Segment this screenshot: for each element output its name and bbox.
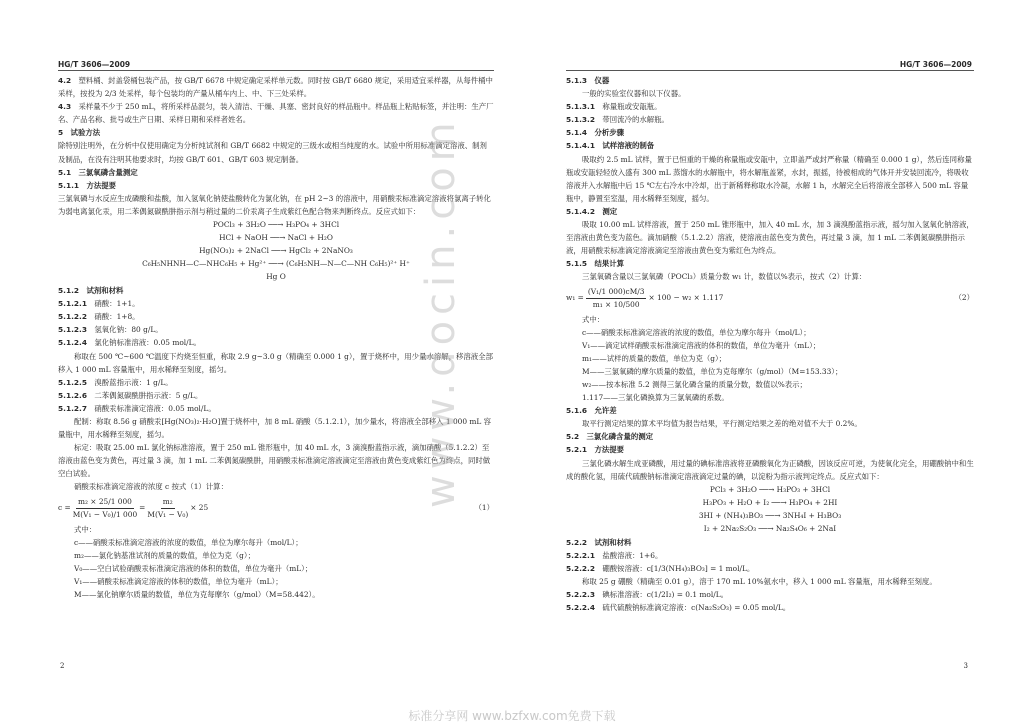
- variable-definition: V₁——滴定试样硝酸汞标准滴定溶液的体积的数值，单位为毫升（mL）；: [582, 340, 821, 350]
- section-number: 5.1.3.1: [566, 102, 603, 112]
- reaction-equation: I₂ + 2Na₂S₂O₃ ──→ Na₂S₄O₆ + 2NaI: [703, 523, 837, 533]
- section-number: 5.1.4: [566, 128, 595, 138]
- paragraph-text: 氯化钠标准溶液：0.05 mol/L。: [94, 338, 201, 348]
- section-number: 5.2: [566, 432, 587, 442]
- right-reactions: [566, 484, 974, 535]
- where-title-2: 式中：: [582, 314, 605, 324]
- paragraph: [566, 457, 974, 483]
- paragraph-text: 称取在 500 ℃~600 ℃温度下灼烧至恒重，称取 2.9 g~3.0 g（精确至 0.000 1 g），置于烧杯中，用少量水溶解，移溶液全部移入 1 000 mL 容量瓶中，用水稀释至刻度，摇匀。: [58, 351, 493, 374]
- right-header-rule: [566, 70, 974, 71]
- reaction-subscript: Hg O: [266, 272, 286, 282]
- paragraph-text: 碘标准溶液：c(1/2I₂) = 0.1 mol/L。: [602, 590, 729, 600]
- paragraph-text: 称量瓶或安瓿瓶。: [602, 102, 662, 112]
- paragraph-text: 方法提要: [86, 180, 117, 190]
- reaction-equation: PCl₃ + 3H₂O ──→ H₃PO₃ + 3HCl: [709, 484, 831, 494]
- section-number: 4.3: [58, 102, 79, 112]
- paragraph-text: 试样溶液的制备: [602, 141, 655, 151]
- left-header: HG/T 3606—2009: [58, 60, 131, 69]
- section-heading: [566, 126, 974, 139]
- paragraph: [566, 87, 974, 100]
- paragraph: [566, 549, 974, 562]
- variable-definition: V₁——硝酸汞标准滴定溶液的体积的数值，单位为毫升（mL）；: [74, 576, 283, 586]
- paragraph-text: 配制：称取 8.56 g 硝酸汞[Hg(NO₃)₂·H₂O]置于烧杯中，加 8 mL 硝酸（5.1.2.1），加少量水，将溶液全部移入 1 000 mL 容量瓶中，用水稀释至刻度，摇匀。: [58, 416, 492, 440]
- paragraph-text: 试验方法: [70, 128, 101, 138]
- section-number: 4.2: [58, 76, 79, 85]
- reaction-equation: C₆H₅NHNH—C—NHC₆H₅ + Hg²⁺ ──→ (C₆H₅NH—N—C—NH C₆H₅)²⁺ H⁺: [142, 259, 410, 269]
- paragraph-text: 硝酸汞标准滴定溶液的浓度 c 按式（1）计算：: [74, 482, 228, 492]
- left-header-rule: [58, 70, 494, 71]
- paragraph-text: 二苯偶氮碳酰肼指示液：5 g/L。: [94, 390, 203, 400]
- paragraph: [566, 562, 974, 575]
- paragraph-text: 吸取 10.00 mL 试样溶液，置于 250 mL 锥形瓶中，加入 40 mL 水，加 3 滴溴酚蓝指示液，摇匀加入氢氧化钠溶液，至溶液由黄色变为蓝色。滴加硝酸（5.1.2.2）溶液，使溶液由蓝色变为黄色，再过量 3 滴，加 1 mL 二苯偶氮碳酰肼指示液，用硝酸汞标准滴定溶液滴定至溶液由黄色变为紫红色为终点。: [566, 220, 974, 256]
- section-number: 5.2.1: [566, 445, 595, 455]
- paragraph: [566, 575, 974, 588]
- paragraph-text: 取平行测定结果的算术平均值为报告结果，平行测定结果之差的绝对值不大于 0.2%。: [582, 419, 862, 429]
- paragraph-text: 盐酸溶液：1+6。: [602, 550, 663, 560]
- where-title-1: 式中：: [74, 524, 97, 534]
- variable-definition: c——硝酸汞标准滴定溶液的浓度的数值，单位为摩尔每升（mol/L）；: [74, 537, 303, 547]
- paragraph-text: 硫代硫酸钠标准滴定溶液：c(Na₂S₂O₃) = 0.05 mol/L。: [602, 603, 791, 613]
- paragraph: [566, 588, 974, 601]
- right-page-number: 3: [963, 662, 968, 670]
- section-heading: [566, 74, 974, 87]
- paragraph-text: 硼酸铵溶液：c[1/3(NH₄)₃BO₃] = 1 mol/L。: [602, 563, 755, 573]
- variable-definition: M——氯化钠摩尔质量的数值，单位为克每摩尔（g/mol）（M=58.442）。: [74, 590, 320, 599]
- section-number: 5.2.2.1: [566, 550, 603, 560]
- section-number: 5: [58, 128, 71, 138]
- paragraph: [566, 153, 974, 205]
- paragraph-text: 硝酸汞标准滴定溶液：0.05 mol/L。: [94, 403, 216, 413]
- reaction-equation: POCl₃ + 3H₂O ──→ H₃PO₄ + 3HCl: [212, 220, 340, 230]
- paragraph-text: 吸取约 2.5 mL 试样，置于已恒重的干燥的称量瓶或安瓿中，立即盖严或封严称量（精确至 0.000 1 g），然后连同称量瓶或安瓿轻轻放入盛有 300 mL 蒸馏水的水解瓶中，将水解瓶盖紧，水封，振摇，待被相成的气体开并安装回流冷，将吸收溶液并入水解瓶中后 15 ℃左右冷水中冷却，出于新稀释称取水冷凝，水解 1 h，水解完全后将溶液全部移入 500 mL 容量瓶中，静置至室温，用水稀释至刻度，摇匀。: [566, 154, 972, 203]
- paragraph-text: 允许差: [594, 406, 617, 416]
- paragraph: [58, 74, 494, 100]
- paragraph-text: 三氯化磷水解生成亚磷酸，用过量的碘标准溶液将亚磷酸氧化为正磷酸，因该反应可逆，为使氧化完全，用硼酸钠中和生成的酸化氢，用硫代硫酸钠标准滴定溶液滴定过量的碘，以淀粉为指示液判定终点。反应式如下：: [566, 458, 974, 481]
- section-heading: [566, 536, 974, 549]
- left-page-number: 2: [60, 662, 65, 670]
- where-list-2: [566, 326, 974, 405]
- paragraph: [566, 417, 974, 430]
- reaction-equation: HCl + NaOH ──→ NaCl + H₂O: [219, 233, 333, 243]
- section-number: 5.1.2: [58, 286, 87, 296]
- paragraph: [566, 218, 974, 257]
- paragraph: [566, 270, 974, 283]
- variable-definition: c——硝酸汞标准滴定溶液的浓度的数值，单位为摩尔每升（mol/L）；: [582, 327, 811, 337]
- reaction-equation: 3HI + (NH₄)₃BO₃ ──→ 3NH₄I + H₃BO₃: [698, 510, 842, 520]
- section-number: 5.1.3.2: [566, 115, 603, 125]
- variable-definition: m₁——试样的质量的数值，单位为克（g）；: [582, 353, 727, 363]
- variable-definition: 1.117——三氯化磷换算为三氯氧磷的系数。: [582, 393, 729, 403]
- section-number: 5.2.2: [566, 537, 595, 547]
- section-heading: [566, 139, 974, 152]
- section-heading: [566, 443, 974, 456]
- section-number: 5.1.2.7: [58, 403, 95, 413]
- paragraph-text: 试剂和材料: [86, 286, 124, 296]
- section-number: 5.1.6: [566, 406, 595, 416]
- equation-1: c = $\frac{\text{m₂ × 25/1 000}}{\text{M(V₁ − V₀)/1 000}}$ = $\frac{\text{m₂}}{\text{M(V₁ − V₀)}}$ × 25 （1）: [58, 496, 494, 519]
- paragraph-text: 分析步骤: [594, 128, 625, 138]
- right-header: HG/T 3606—2009: [899, 60, 972, 69]
- section-number: 5.1.2.3: [58, 325, 95, 335]
- paragraph: [566, 601, 974, 614]
- paragraph-text: 标定：吸取 25.00 mL 氯化钠标准溶液，置于 250 mL 锥形瓶中，加 40 mL 水，3 滴溴酚蓝指示液，滴加硝酸（5.1.2.2）至溶液由蓝色变为黄色，再过量 3 滴，加 1 mL 二苯偶氮碳酰肼，用硝酸汞标准滴定溶液滴定至溶液由黄色变成紫红色为终点，同时做空白试验。: [58, 443, 491, 479]
- section-heading: [566, 404, 974, 417]
- paragraph-text: 结果计算: [594, 259, 625, 269]
- paragraph-text: 采样量不少于 250 mL，将所采样品混匀，装入清洁、干燥、具塞、密封良好的样品瓶中。样品瓶上粘贴标签，并注明：生产厂名、产品名称、批号或生产日期、采样日期和采样者姓名。: [58, 102, 494, 125]
- paragraph-text: 塑料桶、封盖袋桶包装产品，按 GB/T 6678 中规定确定采样单元数。同时按 GB/T 6680 规定，采用适宜采样器，从每件桶中采样，按投为 2/3 处采样，每个包装均的产量从桶车内上、中、下三处采样。: [58, 76, 493, 99]
- variable-definition: w₂——按本标准 5.2 测得三氯化磷含量的质量分数，数值以%表示；: [582, 379, 807, 389]
- paragraph: [566, 113, 974, 126]
- section-number: 5.1.2.5: [58, 377, 95, 387]
- paragraph-text: 方法提要: [594, 445, 625, 455]
- section-number: 5.1.4.1: [566, 141, 603, 151]
- right-items-3: [566, 536, 974, 615]
- paragraph: [566, 100, 974, 113]
- right-page: [566, 74, 974, 698]
- section-heading: [566, 205, 974, 218]
- section-heading: [566, 430, 974, 443]
- paragraph-text: 称取 25 g 硼酸（精确至 0.01 g），溶于 170 mL 10%氨水中，移入 1 000 mL 容量瓶，用水稀释至刻度。: [582, 577, 937, 586]
- section-number: 5.1.2.2: [58, 312, 95, 322]
- section-number: 5.1.2.6: [58, 390, 95, 400]
- section-number: 5.2.2.2: [566, 563, 603, 573]
- paragraph-text: 硝酸：1+1。: [94, 299, 140, 309]
- reaction-equation: H₃PO₃ + H₂O + I₂ ──→ H₃PO₄ + 2HI: [702, 497, 838, 507]
- section-number: 5.1.3: [566, 76, 595, 85]
- section-number: 5.1.4.2: [566, 206, 603, 216]
- variable-definition: V₀——空白试验硝酸汞标准滴定溶液的体积的数值，单位为毫升（mL）；: [74, 563, 313, 573]
- watermark: www.docin.com: [418, 116, 464, 508]
- section-number: 5.1.1: [58, 180, 87, 190]
- right-items: [566, 74, 974, 284]
- paragraph-text: 仪器: [594, 76, 610, 85]
- section-number: 5.1.2.4: [58, 338, 95, 348]
- section-number: 5.1: [58, 167, 79, 177]
- reaction-equation: Hg(NO₃)₂ + 2NaCl ──→ HgCl₂ + 2NaNO₃: [199, 246, 353, 256]
- where-list-1: [58, 536, 494, 601]
- section-number: 5.1.5: [566, 259, 595, 269]
- paragraph-text: 硝酸：1+8。: [94, 312, 140, 322]
- right-items-2: [566, 404, 974, 483]
- variable-definition: m₂——氯化钠基准试剂的质量的数值，单位为克（g）；: [74, 550, 255, 560]
- paragraph-text: 三氯氧磷含量测定: [78, 167, 138, 177]
- section-number: 5.2.2.3: [566, 590, 603, 600]
- footer-banner: 标准分享网 www.bzfxw.com免费下载: [408, 709, 616, 723]
- paragraph-text: 溴酚蓝指示液：1 g/L。: [94, 377, 173, 387]
- paragraph-text: 三氯氧磷与水反应生成磷酸和盐酸，加入氢氧化钠使盐酸转化为氯化钠，在 pH 2~3 的溶液中，用硝酸汞标准滴定溶液将氯离子转化为弱电离氯化汞，用二苯偶氮碳酰肼指示剂与稍过量的二价汞离子生成紫红色配合物来判断终点。反应式如下：: [58, 193, 491, 216]
- section-number: 5.2.2.4: [566, 603, 603, 613]
- paragraph-text: 试剂和材料: [594, 537, 632, 547]
- paragraph-text: 三氯化磷含量的测定: [586, 432, 654, 442]
- equation-2: w₁ = $\frac{\text{(V₁/1 000)cM/3}}{\text{m₁ × 10/500}}$ × 100 − w₂ × 1.117 （2）: [566, 286, 974, 309]
- variable-definition: M——三氯氧磷的摩尔质量的数值，单位为克每摩尔（g/mol）（M=153.33）；: [582, 366, 843, 376]
- paragraph-text: 三氯氧磷含量以三氯氧磷（POCl₃）质量分数 w₁ 计，数值以%表示，按式（2）计算：: [582, 272, 867, 282]
- paragraph-text: 氢氧化钠：80 g/L。: [94, 325, 163, 335]
- paragraph-text: 一般的实验室仪器和以下仪器。: [582, 89, 686, 99]
- paragraph-text: 测定: [602, 206, 618, 216]
- paragraph-text: 除特别注明外，在分析中仅使用确定为分析纯试剂和 GB/T 6682 中规定的三级水或相当纯度的水。试验中所用标准滴定溶液、制剂及制品，在没有注明其他要求时，均按 GB/T 601、GB/T 603 规定制备。: [58, 141, 487, 164]
- paragraph-text: 带回流冷的水解瓶。: [602, 115, 669, 125]
- section-number: 5.1.2.1: [58, 299, 95, 309]
- section-heading: [566, 257, 974, 270]
